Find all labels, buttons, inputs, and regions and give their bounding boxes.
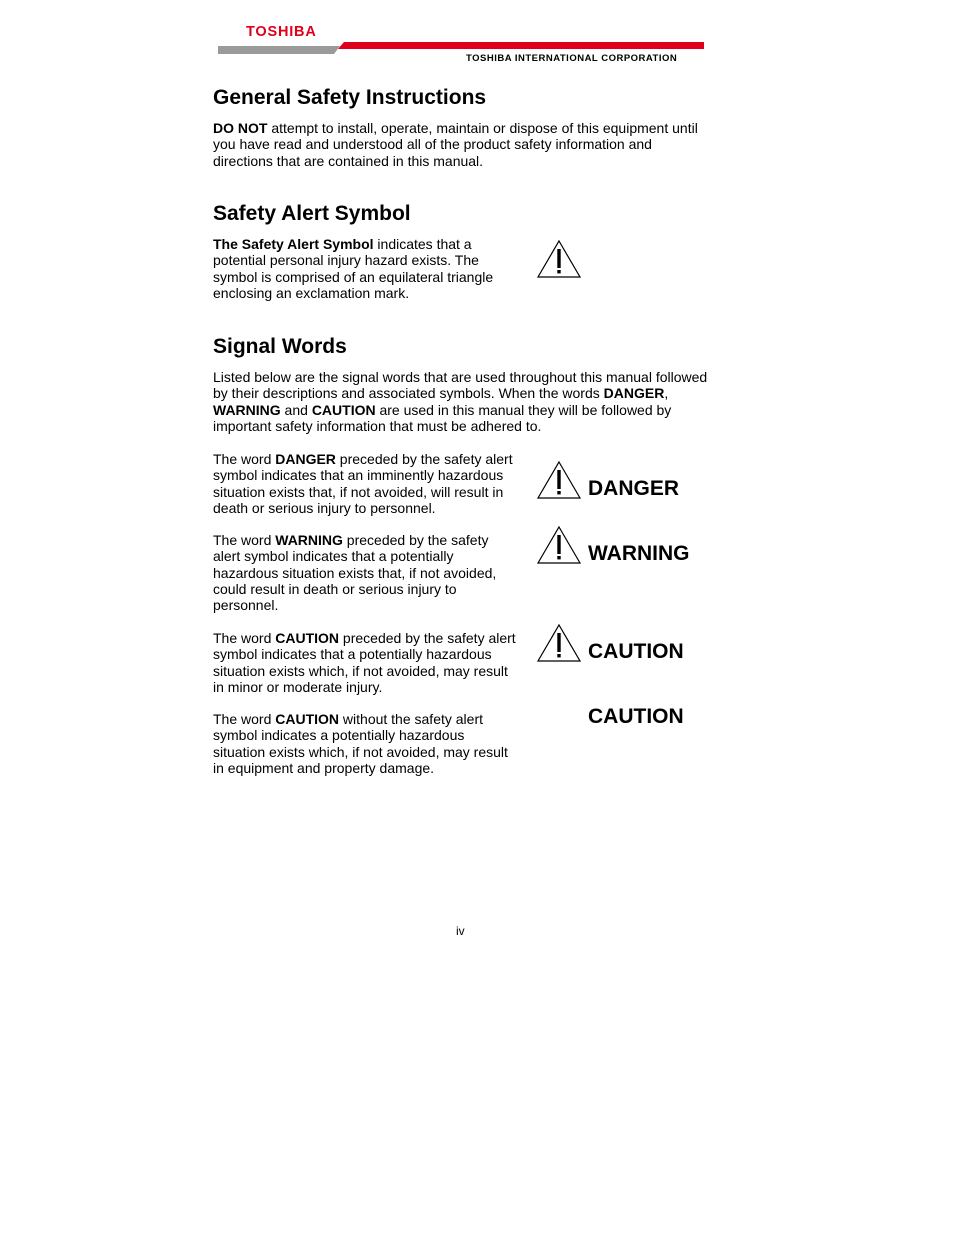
caution-pre: The word [213, 630, 276, 646]
danger-description [213, 451, 518, 516]
caution2-post: without the safety alert symbol indicates a potentially hazardous situation exists which, if not avoided, may result in equipment and property damage. [213, 711, 508, 776]
header-bar-gray [218, 46, 340, 54]
danger-word: DANGER [275, 451, 336, 467]
safety-alert-text [213, 236, 513, 301]
warning-word: WARNING [275, 532, 343, 548]
intro-text-2: , [664, 385, 669, 402]
general-safety-title: General Safety Instructions [213, 86, 487, 109]
intro-text-4: are used in this manual they will be followed by important safety information that must be adhered to. [213, 401, 672, 434]
general-safety-text [213, 120, 708, 169]
warning-alert-icon [536, 525, 582, 565]
safety-alert-body: indicates that a potential personal injury hazard exists. The symbol is comprised of an equilateral triangle enclosing an exclamation mark. [213, 236, 494, 301]
caution2-word: CAUTION [275, 711, 340, 727]
page-number: iv [456, 924, 465, 938]
intro-warning: WARNING [213, 401, 281, 418]
warning-post: preceded by the safety alert symbol indicates that a potentially hazardous situation exists that, if not avoided, could result in death or serious injury to personnel. [213, 532, 497, 614]
caution-post: preceded by the safety alert symbol indicates that a potentially hazardous situation exists which, if not avoided, may result in minor or moderate injury. [213, 630, 516, 695]
corporation-name: TOSHIBA INTERNATIONAL CORPORATION [466, 53, 678, 64]
caution2-pre: The word [213, 711, 276, 727]
header-bar-red [338, 42, 704, 49]
caution-label: CAUTION [588, 640, 684, 663]
general-safety-body: attempt to install, operate, maintain or dispose of this equipment until you have read and understood all of the product safety information and directions that are contained in this manual. [213, 120, 698, 169]
toshiba-logo: TOSHIBA [246, 24, 317, 40]
danger-label: DANGER [588, 477, 680, 500]
safety-alert-emphasis: The Safety Alert Symbol [213, 236, 374, 252]
danger-alert-icon [536, 460, 582, 500]
warning-pre: The word [213, 532, 276, 548]
safety-alert-title: Safety Alert Symbol [213, 202, 411, 225]
caution-no-symbol-description [213, 711, 518, 776]
danger-post: preceded by the safety alert symbol indicates that an imminently hazardous situation exists that, if not avoided, will result in death or serious injury to personnel. [213, 451, 513, 516]
intro-danger: DANGER [603, 385, 665, 402]
warning-label: WARNING [588, 542, 690, 565]
caution-word: CAUTION [275, 630, 340, 646]
danger-pre: The word [213, 451, 276, 467]
signal-words-title: Signal Words [213, 335, 347, 358]
intro-text-3: and [280, 401, 312, 418]
warning-triangle-icon [536, 239, 582, 279]
caution-symbol-description [213, 630, 518, 695]
caution-alert-icon [536, 623, 582, 663]
warning-description [213, 532, 513, 613]
do-not-emphasis: DO NOT [213, 120, 268, 136]
caution-plain-label: CAUTION [588, 705, 684, 728]
intro-caution: CAUTION [311, 401, 376, 418]
signal-words-intro [213, 369, 711, 434]
intro-text-1: Listed below are the signal words that are used throughout this manual followed by their descriptions and associated symbols. When the words [213, 369, 708, 402]
